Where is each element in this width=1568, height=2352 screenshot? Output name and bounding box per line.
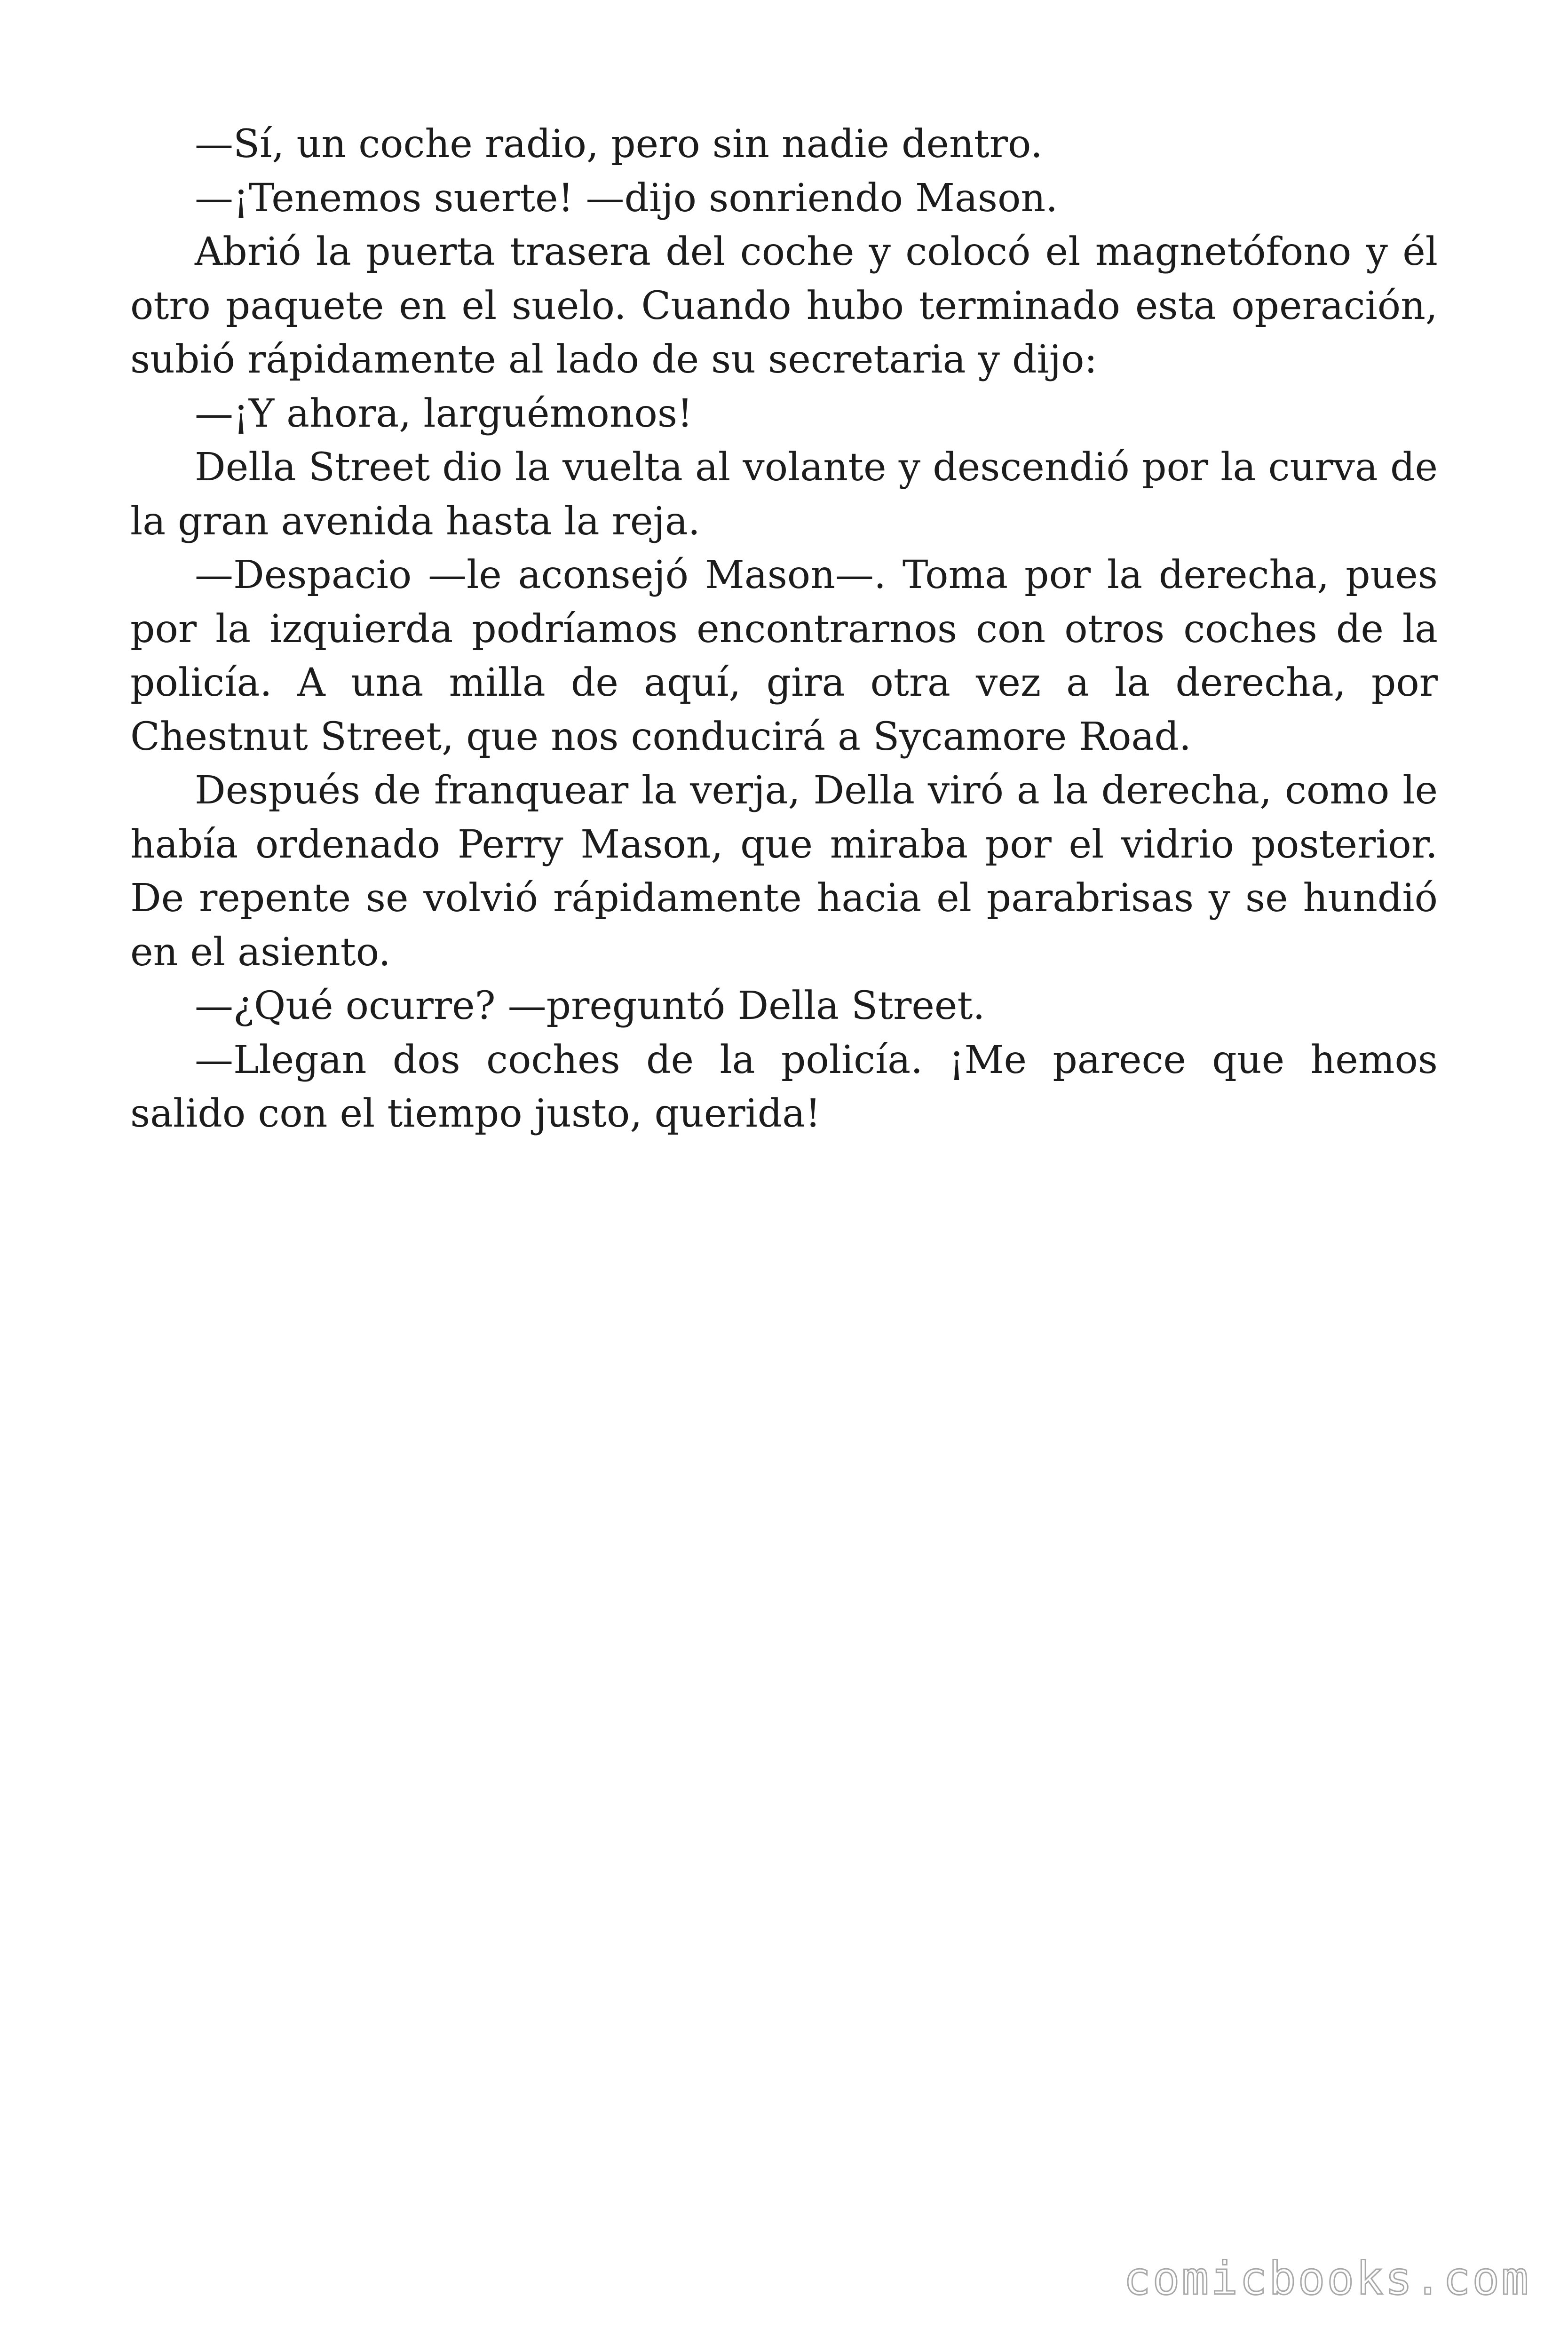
paragraph: —¡Y ahora, larguémonos! [195, 391, 693, 436]
paragraph: Después de franquear la verja, Della viró a la derecha, como le había ordenado Perry Mason, que miraba por el vidrio posterior. De repente se volvió rápidamente hacia el parabrisas y se hundió en el asiento. [130, 768, 1438, 975]
paragraph: —Llegan dos coches de la policía. ¡Me parece que hemos salido con el tiempo justo, querida! [130, 1037, 1438, 1136]
watermark: comicbooks.com [1123, 2252, 1530, 2305]
paragraph: —¡Tenemos suerte! —dijo sonriendo Mason. [195, 175, 1058, 221]
paragraph: —¿Qué ocurre? —preguntó Della Street. [195, 984, 985, 1028]
body-text [130, 118, 1438, 1141]
paragraph: Abrió la puerta trasera del coche y colocó el magnetófono y él otro paquete en el suelo. Cuando hubo terminado esta operación, subió rápidamente al lado de su secretaria y dijo: [130, 230, 1438, 382]
paragraph: —Sí, un coche radio, pero sin nadie dentro. [195, 122, 1043, 167]
paragraph: —Despacio —le aconsejó Mason—. Toma por la derecha, pues por la izquierda podríamos encontrarnos con otros coches de la policía. A una milla de aquí, gira otra vez a la derecha, por Chestnut Street, que nos conducirá a Sycamore Road. [130, 553, 1438, 759]
paragraph: Della Street dio la vuelta al volante y descendió por la curva de la gran avenida hasta la reja. [130, 445, 1438, 544]
